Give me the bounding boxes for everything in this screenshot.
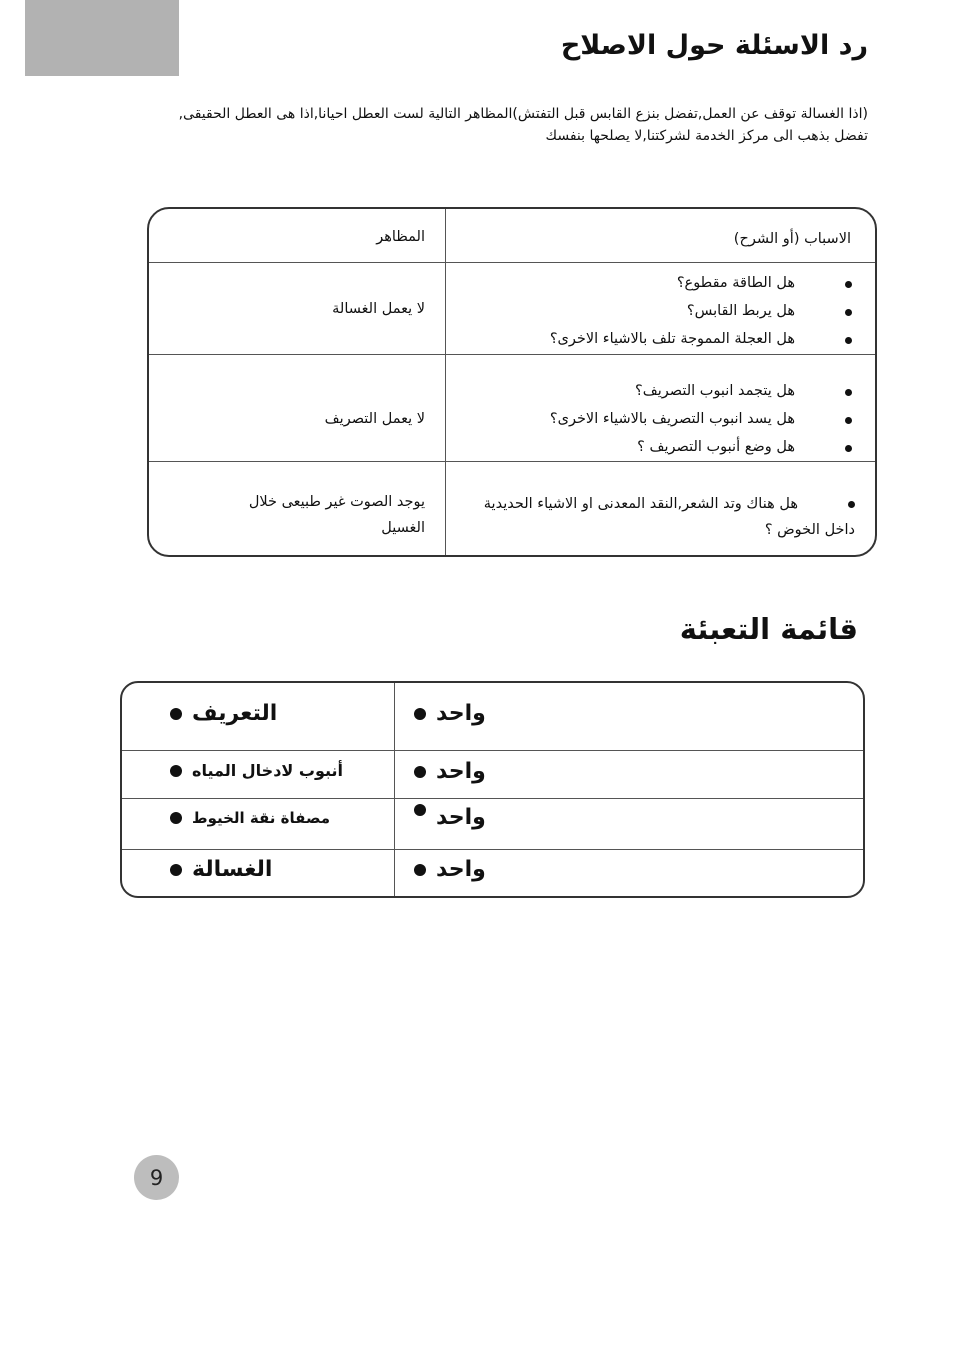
packing-list-table [120,681,865,898]
table-row-divider [122,849,863,850]
cause-item: هل يسد انبوب التصريف بالاشياء الاخرى؟ [550,405,855,433]
troubleshooting-table [147,207,877,557]
table-row-divider [149,461,875,462]
row-cause-list [550,269,855,353]
header-symptom: المظاهر [376,229,425,245]
packing-item-qty: واحد [414,857,486,882]
table-row-divider [122,798,863,799]
row-symptom: لا يعمل التصريف [324,411,425,427]
row-symptom: يوجد الصوت غير طبيعى خلال الغسيل [248,494,425,536]
packing-item-name: الغسالة [170,857,272,882]
page-number: 9 [134,1155,179,1200]
bullet-icon [170,864,182,876]
packing-list-title: قائمة التعبئة [679,612,858,646]
cause-item: هل يتجمد انبوب التصريف؟ [550,377,855,405]
packing-item-name: أنبوب لادخال المياه [170,761,343,780]
bullet-icon [414,804,426,816]
table-column-divider [445,209,446,555]
row-symptom: لا يعمل الغسالة [332,301,425,317]
table-row-divider [149,262,875,263]
intro-paragraph: (اذا الغسالة توقف عن العمل,تفضل بنزع القابس قبل التفتش)المظاهر التالية لست العطل احيانا,اذا هى العطل الحقيقى, تفضل بذهب الى مركز الخدمة لشركتنا,لا يصلحها بنفسك [178,106,868,144]
packing-item-qty: واحد [414,759,486,784]
packing-item-name: مصفاة نقة الخيوط [170,809,330,827]
row-cause-multiline [475,491,855,543]
bullet-icon [170,765,182,777]
bullet-icon [414,864,426,876]
packing-item-name: التعريف [170,701,277,726]
cause-item: هل وضع أنبوب التصريف ؟ [550,433,855,461]
table-column-divider [394,683,395,896]
bullet-icon [170,812,182,824]
cause-item: هل يربط القابس؟ [550,297,855,325]
bullet-icon [414,708,426,720]
row-cause-list [550,377,855,461]
table-row-divider [149,354,875,355]
packing-item-qty: واحد [414,701,486,726]
table-row-divider [122,750,863,751]
bullet-icon [170,708,182,720]
page-title: رد الاسئلة حول الاصلاح [560,30,868,61]
cause-item: هل العجلة المموجة تلف بالاشياء الاخرى؟ [550,325,855,353]
bullet-icon [414,766,426,778]
cause-item: هل هناك وتد الشعر,النقد المعدنى او الاشياء الحديدية داخل الخوض ؟ [483,496,855,538]
bullet-icon [848,501,855,508]
cause-item: هل الطاقة مقطوع؟ [550,269,855,297]
header-cause: الاسباب (أو الشرح) [733,231,851,247]
corner-gray-block [25,0,179,76]
packing-item-qty: واحد [414,805,486,830]
